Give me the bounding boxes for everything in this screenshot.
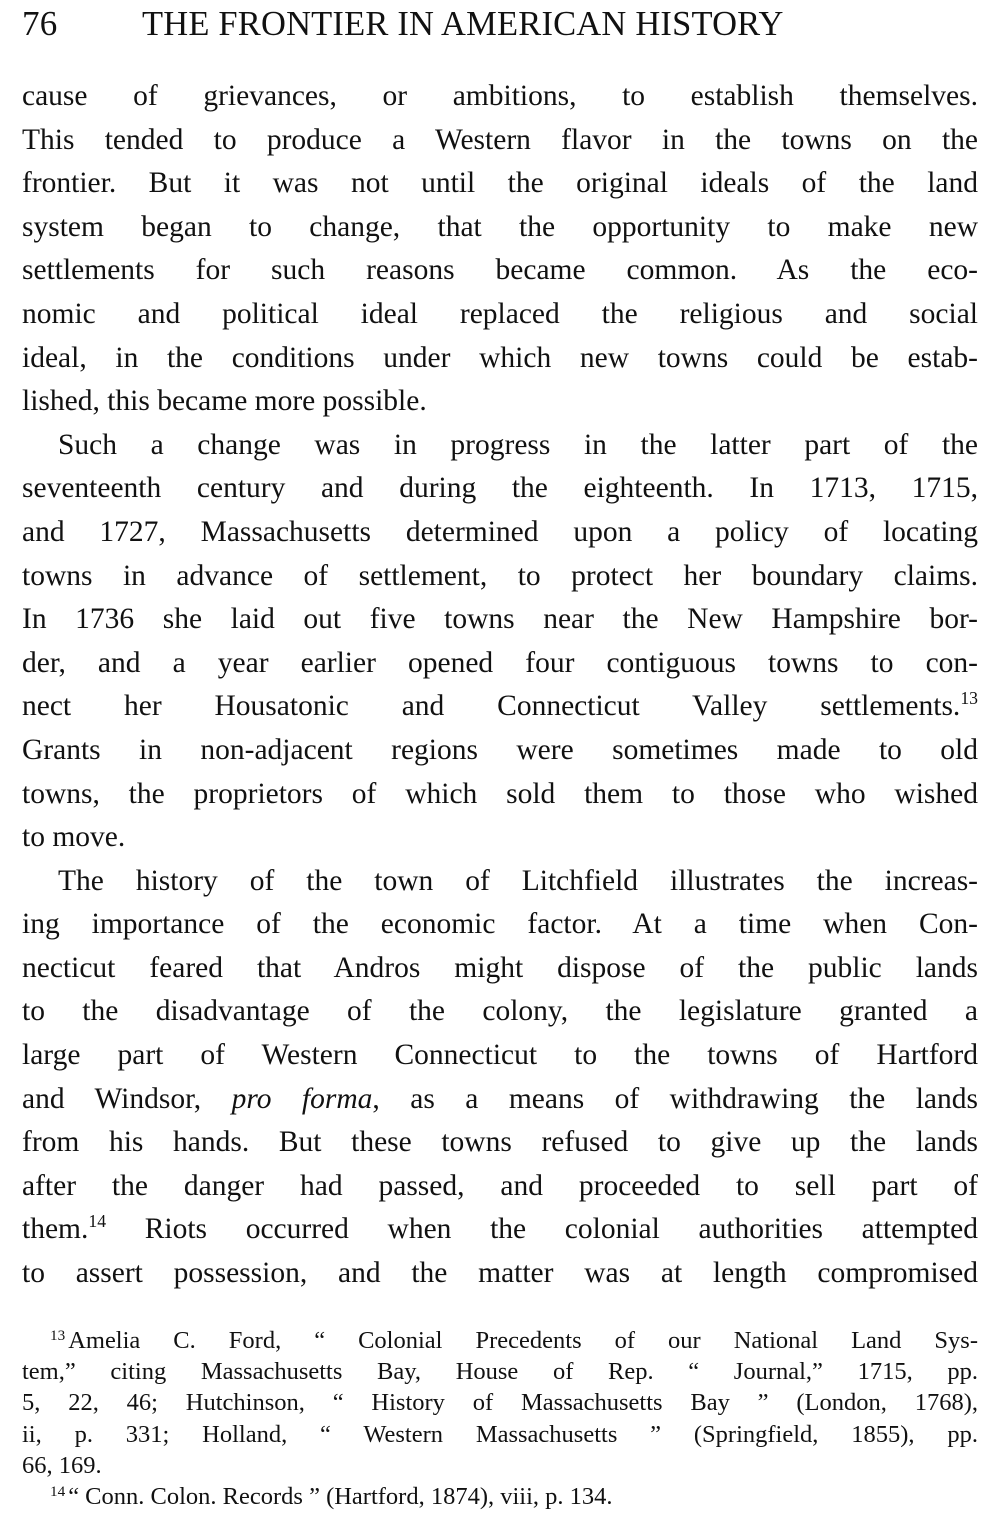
text-line: system began to change, that the opportunity to make new (22, 210, 978, 243)
text-line: from his hands. But these towns refused to give up the lands (22, 1126, 978, 1159)
line-text: and Windsor, (22, 1082, 232, 1115)
footnote-13-line (22, 1325, 978, 1356)
text-line: lished, this became more possible. (22, 385, 427, 418)
text-line-with-footnote-ref (22, 685, 978, 729)
text-line: towns, the proprietors of which sold them to those who wished (22, 777, 978, 810)
footnote-13-line: tem,” citing Massachusetts Bay, House of Rep. “ Journal,” 1715, pp. (22, 1358, 978, 1386)
text-line-with-italic (22, 1078, 978, 1122)
text-line: In 1736 she laid out five towns near the New Hampshire bor- (22, 603, 978, 636)
text-line: towns in advance of settlement, to protect her boundary claims. (22, 559, 978, 592)
text-line: settlements for such reasons became common. As the eco- (22, 254, 978, 287)
italic-phrase: pro forma (231, 1082, 373, 1115)
line-text: nect her Housatonic and Connecticut Valley settlements. (22, 690, 961, 723)
footnote-ref-14[interactable]: 14 (88, 1211, 107, 1232)
text-line: der, and a year earlier opened four contiguous towns to con- (22, 646, 978, 679)
text-line: after the danger had passed, and proceeded to sell part of (22, 1169, 978, 1202)
text-line: to move. (22, 821, 126, 854)
footnote-13-number: 13 (50, 1327, 66, 1345)
footnote-14-line (22, 1481, 978, 1512)
text-line-with-footnote-ref (22, 1208, 978, 1252)
text-line: The history of the town of Litchfield illustrates the increas- (58, 864, 978, 897)
text-line: nomic and political ideal replaced the religious and social (22, 297, 978, 330)
footnotes (22, 1325, 978, 1512)
text-line: frontier. But it was not until the original ideals of the land (22, 167, 978, 200)
text-line: cause of grievances, or ambitions, to establish themselves. (22, 80, 978, 112)
text-line: Such a change was in progress in the latter part of the (58, 428, 978, 461)
footnote-13-line: 66, 169. (22, 1451, 102, 1479)
line-text-tail: , as a means of withdrawing the lands (372, 1082, 978, 1115)
text-line: large part of Western Connecticut to the towns of Hartford (22, 1039, 978, 1072)
running-title: THE FRONTIER IN AMERICAN HISTORY (142, 4, 784, 43)
text-line: and 1727, Massachusetts determined upon a policy of locating (22, 515, 978, 548)
footnote-ref-13[interactable]: 13 (960, 688, 978, 709)
footnote-text: Amelia C. Ford, “ Colonial Precedents of our National Land Sys- (68, 1327, 978, 1354)
footnote-13-line: ii, p. 331; Holland, “ Western Massachusetts ” (Springfield, 1855), pp. (22, 1420, 978, 1448)
body-text (22, 75, 978, 1296)
footnote-14-number: 14 (50, 1483, 66, 1501)
text-line: Grants in non-adjacent regions were sometimes made to old (22, 733, 978, 766)
footnote-13-line: 5, 22, 46; Hutchinson, “ History of Massachusetts Bay ” (London, 1768), (22, 1389, 978, 1417)
text-line: necticut feared that Andros might dispose of the public lands (22, 951, 978, 984)
footnote-text: “ Conn. Colon. Records ” (Hartford, 1874), viii, p. 134. (68, 1482, 613, 1510)
line-text: them. (22, 1213, 89, 1246)
page-number: 76 (22, 4, 58, 43)
text-line: ing importance of the economic factor. At a time when Con- (22, 908, 978, 941)
text-line: to assert possession, and the matter was at length compromised (22, 1257, 978, 1290)
line-text-tail: Riots occurred when the colonial authorities attempted (106, 1213, 978, 1246)
text-line: This tended to produce a Western flavor in the towns on the (22, 123, 978, 156)
text-line: to the disadvantage of the colony, the legislature granted a (22, 995, 978, 1028)
page-header (22, 2, 882, 46)
text-line: seventeenth century and during the eighteenth. In 1713, 1715, (22, 472, 978, 505)
text-line: ideal, in the conditions under which new towns could be estab- (22, 341, 978, 374)
